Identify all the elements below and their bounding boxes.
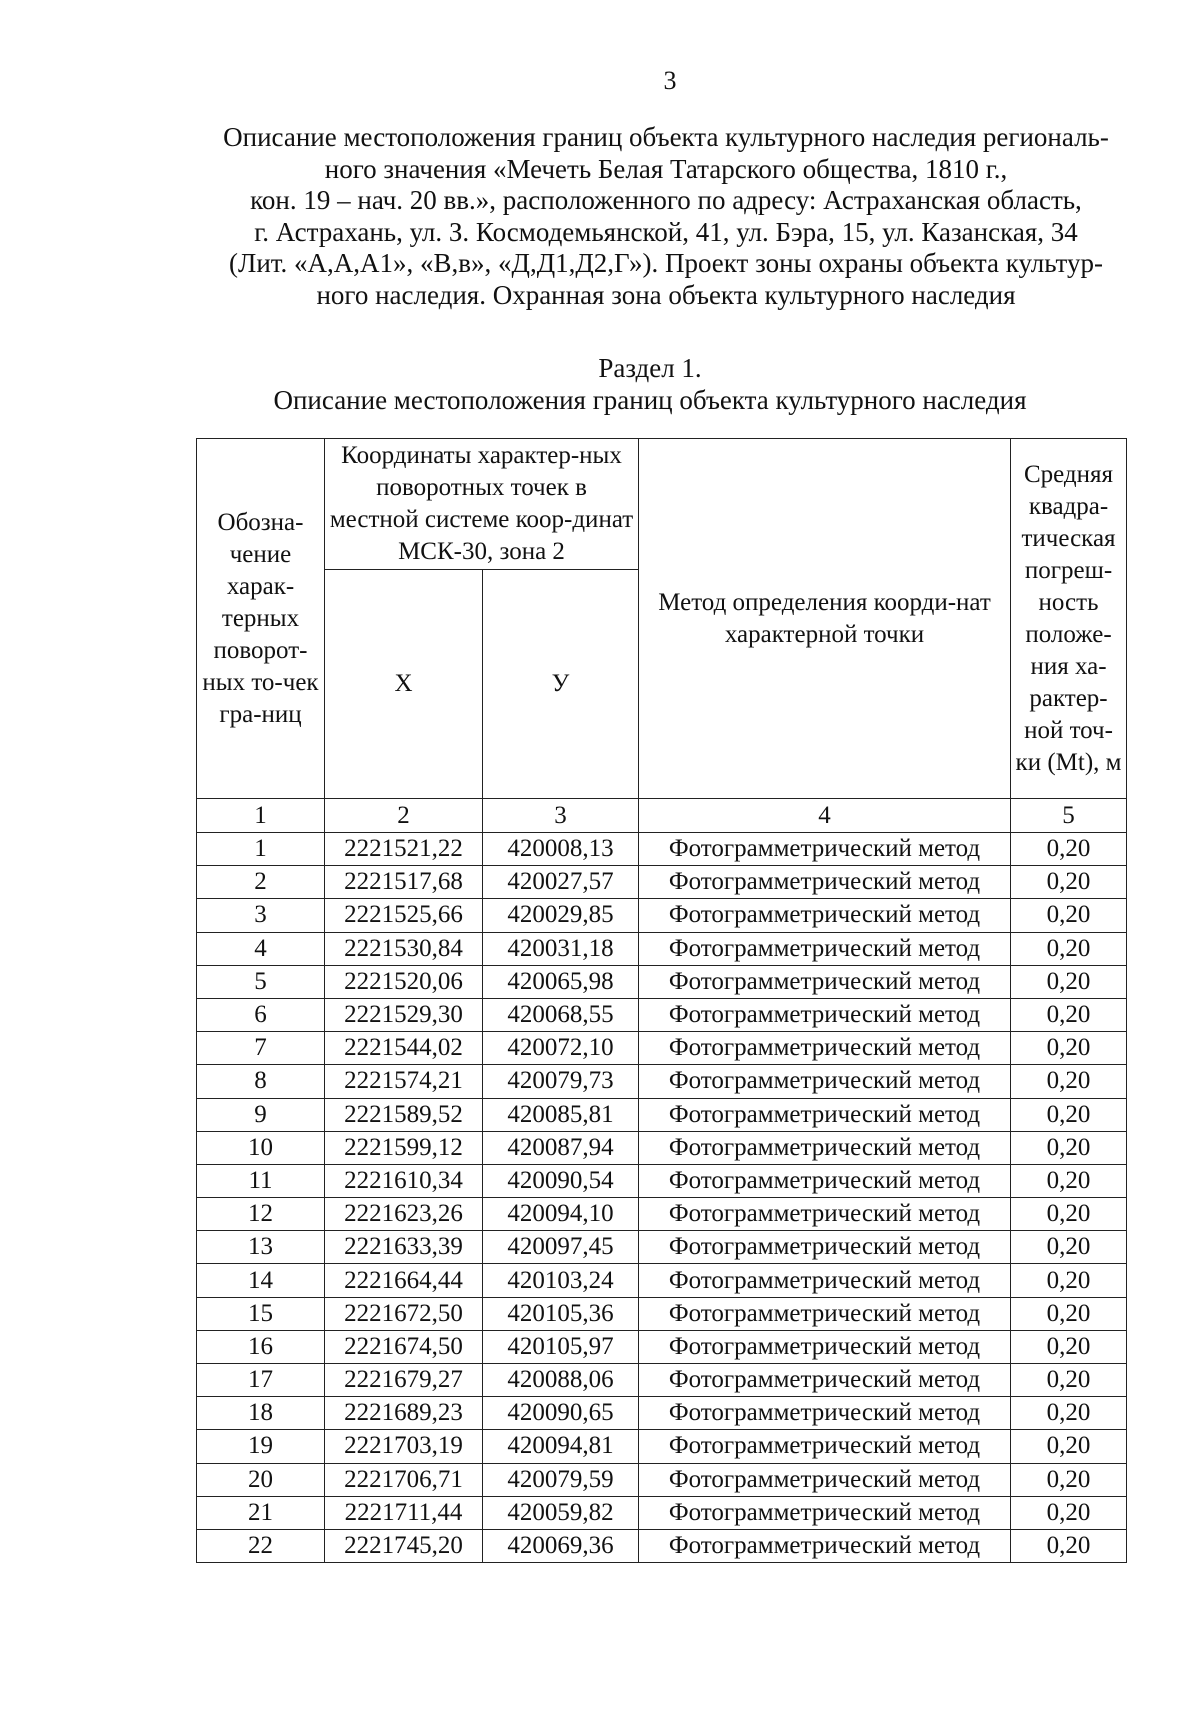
table-row <box>197 965 1127 998</box>
table-row <box>197 1065 1127 1098</box>
point-number-cell: 12 <box>197 1198 325 1231</box>
method-cell: Фотограмметрический метод <box>639 899 1011 932</box>
method-cell: Фотограмметрический метод <box>639 965 1011 998</box>
x-coordinate-cell: 2221674,50 <box>325 1330 483 1363</box>
method-cell: Фотограмметрический метод <box>639 1397 1011 1430</box>
x-coordinate-cell: 2221689,23 <box>325 1397 483 1430</box>
table-row <box>197 1264 1127 1297</box>
header-mt: Средняя квадра-тическая погреш-ность положе-ния ха-рактер-ной точ-ки (Mt), м <box>1011 439 1127 799</box>
mt-cell: 0,20 <box>1011 965 1127 998</box>
mt-cell: 0,20 <box>1011 1032 1127 1065</box>
mt-cell: 0,20 <box>1011 1198 1127 1231</box>
point-number-cell: 11 <box>197 1164 325 1197</box>
mt-cell: 0,20 <box>1011 1330 1127 1363</box>
y-coordinate-cell: 420105,97 <box>483 1330 639 1363</box>
method-cell: Фотограмметрический метод <box>639 1463 1011 1496</box>
y-coordinate-cell: 420008,13 <box>483 833 639 866</box>
method-cell: Фотограмметрический метод <box>639 1098 1011 1131</box>
mt-cell: 0,20 <box>1011 866 1127 899</box>
y-coordinate-cell: 420072,10 <box>483 1032 639 1065</box>
document-title <box>196 122 1136 311</box>
table-row <box>197 1032 1127 1065</box>
mt-cell: 0,20 <box>1011 899 1127 932</box>
y-coordinate-cell: 420090,54 <box>483 1164 639 1197</box>
title-line: ного наследия. Охранная зона объекта культурного наследия <box>316 279 1016 310</box>
section-heading <box>180 352 1120 416</box>
y-coordinate-cell: 420031,18 <box>483 932 639 965</box>
table-row <box>197 1463 1127 1496</box>
y-coordinate-cell: 420079,73 <box>483 1065 639 1098</box>
x-coordinate-cell: 2221574,21 <box>325 1065 483 1098</box>
point-number-cell: 19 <box>197 1430 325 1463</box>
column-number: 5 <box>1011 799 1127 833</box>
column-number: 2 <box>325 799 483 833</box>
y-coordinate-cell: 420059,82 <box>483 1496 639 1529</box>
point-number-cell: 22 <box>197 1529 325 1562</box>
x-coordinate-cell: 2221610,34 <box>325 1164 483 1197</box>
x-coordinate-cell: 2221633,39 <box>325 1231 483 1264</box>
column-number: 1 <box>197 799 325 833</box>
point-number-cell: 8 <box>197 1065 325 1098</box>
x-coordinate-cell: 2221525,66 <box>325 899 483 932</box>
table-row <box>197 1231 1127 1264</box>
header-x: X <box>325 570 483 799</box>
column-number: 3 <box>483 799 639 833</box>
method-cell: Фотограмметрический метод <box>639 1297 1011 1330</box>
y-coordinate-cell: 420068,55 <box>483 998 639 1031</box>
header-y: У <box>483 570 639 799</box>
point-number-cell: 17 <box>197 1364 325 1397</box>
table-row <box>197 1297 1127 1330</box>
mt-cell: 0,20 <box>1011 1529 1127 1562</box>
title-line: (Лит. «А,А,А1», «В,в», «Д,Д1,Д2,Г»). Проект зоны охраны объекта культур- <box>229 248 1103 278</box>
point-number-cell: 18 <box>197 1397 325 1430</box>
method-cell: Фотограмметрический метод <box>639 1131 1011 1164</box>
method-cell: Фотограмметрический метод <box>639 866 1011 899</box>
point-number-cell: 14 <box>197 1264 325 1297</box>
mt-cell: 0,20 <box>1011 1231 1127 1264</box>
column-number-row <box>197 799 1127 833</box>
mt-cell: 0,20 <box>1011 1397 1127 1430</box>
mt-cell: 0,20 <box>1011 1164 1127 1197</box>
x-coordinate-cell: 2221520,06 <box>325 965 483 998</box>
title-line: ного значения «Мечеть Белая Татарского общества, 1810 г., <box>324 153 1008 184</box>
point-number-cell: 6 <box>197 998 325 1031</box>
table-row <box>197 1496 1127 1529</box>
point-number-cell: 16 <box>197 1330 325 1363</box>
table-body <box>197 799 1127 1563</box>
method-cell: Фотограмметрический метод <box>639 1330 1011 1363</box>
y-coordinate-cell: 420105,36 <box>483 1297 639 1330</box>
mt-cell: 0,20 <box>1011 1098 1127 1131</box>
mt-cell: 0,20 <box>1011 1297 1127 1330</box>
column-number: 4 <box>639 799 1011 833</box>
method-cell: Фотограмметрический метод <box>639 932 1011 965</box>
x-coordinate-cell: 2221530,84 <box>325 932 483 965</box>
y-coordinate-cell: 420079,59 <box>483 1463 639 1496</box>
y-coordinate-cell: 420085,81 <box>483 1098 639 1131</box>
y-coordinate-cell: 420094,10 <box>483 1198 639 1231</box>
point-number-cell: 3 <box>197 899 325 932</box>
method-cell: Фотограмметрический метод <box>639 833 1011 866</box>
table-row <box>197 866 1127 899</box>
title-line: кон. 19 – нач. 20 вв.», расположенного по адресу: Астраханская область, <box>250 185 1082 215</box>
y-coordinate-cell: 420087,94 <box>483 1131 639 1164</box>
table-row <box>197 1430 1127 1463</box>
x-coordinate-cell: 2221599,12 <box>325 1131 483 1164</box>
mt-cell: 0,20 <box>1011 1430 1127 1463</box>
table-row <box>197 1529 1127 1562</box>
y-coordinate-cell: 420069,36 <box>483 1529 639 1562</box>
x-coordinate-cell: 2221544,02 <box>325 1032 483 1065</box>
x-coordinate-cell: 2221589,52 <box>325 1098 483 1131</box>
x-coordinate-cell: 2221623,26 <box>325 1198 483 1231</box>
y-coordinate-cell: 420088,06 <box>483 1364 639 1397</box>
mt-cell: 0,20 <box>1011 1264 1127 1297</box>
mt-cell: 0,20 <box>1011 833 1127 866</box>
method-cell: Фотограмметрический метод <box>639 1529 1011 1562</box>
table-row <box>197 1364 1127 1397</box>
mt-cell: 0,20 <box>1011 932 1127 965</box>
point-number-cell: 10 <box>197 1131 325 1164</box>
coordinates-table <box>196 438 1127 1563</box>
y-coordinate-cell: 420027,57 <box>483 866 639 899</box>
header-designation: Обозна-чение харак-терных поворот-ных то-чек гра-ниц <box>197 439 325 799</box>
point-number-cell: 13 <box>197 1231 325 1264</box>
method-cell: Фотограмметрический метод <box>639 998 1011 1031</box>
point-number-cell: 15 <box>197 1297 325 1330</box>
point-number-cell: 9 <box>197 1098 325 1131</box>
table-row <box>197 1198 1127 1231</box>
x-coordinate-cell: 2221679,27 <box>325 1364 483 1397</box>
mt-cell: 0,20 <box>1011 1364 1127 1397</box>
x-coordinate-cell: 2221745,20 <box>325 1529 483 1562</box>
table-row <box>197 1164 1127 1197</box>
method-cell: Фотограмметрический метод <box>639 1164 1011 1197</box>
x-coordinate-cell: 2221664,44 <box>325 1264 483 1297</box>
mt-cell: 0,20 <box>1011 1463 1127 1496</box>
y-coordinate-cell: 420103,24 <box>483 1264 639 1297</box>
header-coordinates: Координаты характер-ных поворотных точек в местной системе коор-динат МСК-30, зона 2 <box>325 439 639 570</box>
method-cell: Фотограмметрический метод <box>639 1430 1011 1463</box>
x-coordinate-cell: 2221521,22 <box>325 833 483 866</box>
section-title: Описание местоположения границ объекта культурного наследия <box>273 385 1027 415</box>
point-number-cell: 5 <box>197 965 325 998</box>
point-number-cell: 7 <box>197 1032 325 1065</box>
table-row <box>197 899 1127 932</box>
method-cell: Фотограмметрический метод <box>639 1364 1011 1397</box>
y-coordinate-cell: 420097,45 <box>483 1231 639 1264</box>
table-row <box>197 932 1127 965</box>
method-cell: Фотограмметрический метод <box>639 1198 1011 1231</box>
title-line: г. Астрахань, ул. З. Космодемьянской, 41, ул. Бэра, 15, ул. Казанская, 34 <box>254 216 1078 247</box>
y-coordinate-cell: 420090,65 <box>483 1397 639 1430</box>
header-method: Метод определения коорди-нат характерной точки <box>639 439 1011 799</box>
x-coordinate-cell: 2221672,50 <box>325 1297 483 1330</box>
table-row <box>197 1131 1127 1164</box>
point-number-cell: 20 <box>197 1463 325 1496</box>
method-cell: Фотограмметрический метод <box>639 1496 1011 1529</box>
point-number-cell: 21 <box>197 1496 325 1529</box>
mt-cell: 0,20 <box>1011 1065 1127 1098</box>
title-line: Описание местоположения границ объекта культурного наследия региональ- <box>223 122 1109 152</box>
table-row <box>197 1330 1127 1363</box>
method-cell: Фотограмметрический метод <box>639 1065 1011 1098</box>
point-number-cell: 2 <box>197 866 325 899</box>
table-row <box>197 998 1127 1031</box>
x-coordinate-cell: 2221711,44 <box>325 1496 483 1529</box>
x-coordinate-cell: 2221703,19 <box>325 1430 483 1463</box>
y-coordinate-cell: 420094,81 <box>483 1430 639 1463</box>
y-coordinate-cell: 420029,85 <box>483 899 639 932</box>
page-number: 3 <box>663 66 677 95</box>
method-cell: Фотограмметрический метод <box>639 1264 1011 1297</box>
table-row <box>197 1397 1127 1430</box>
table-row <box>197 833 1127 866</box>
mt-cell: 0,20 <box>1011 998 1127 1031</box>
mt-cell: 0,20 <box>1011 1131 1127 1164</box>
mt-cell: 0,20 <box>1011 1496 1127 1529</box>
x-coordinate-cell: 2221517,68 <box>325 866 483 899</box>
table-row <box>197 1098 1127 1131</box>
method-cell: Фотограмметрический метод <box>639 1231 1011 1264</box>
section-label: Раздел 1. <box>598 353 702 383</box>
y-coordinate-cell: 420065,98 <box>483 965 639 998</box>
x-coordinate-cell: 2221529,30 <box>325 998 483 1031</box>
x-coordinate-cell: 2221706,71 <box>325 1463 483 1496</box>
method-cell: Фотограмметрический метод <box>639 1032 1011 1065</box>
point-number-cell: 4 <box>197 932 325 965</box>
point-number-cell: 1 <box>197 833 325 866</box>
